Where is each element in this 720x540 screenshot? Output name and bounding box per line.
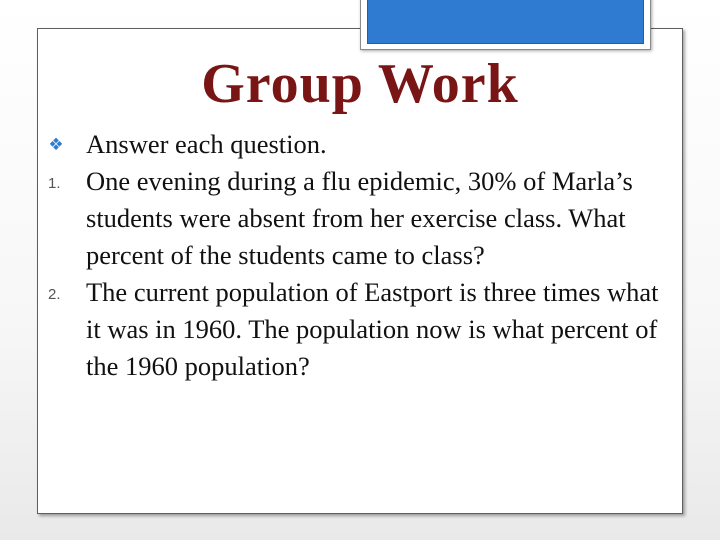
question-text-1: One evening during a flu epidemic, 30% of Marla’s students were absent from her exercise class. What percent of the students came to class? <box>86 166 633 270</box>
diamond-bullet-icon: ❖ <box>48 135 64 155</box>
question-text-2: The current population of Eastport is three times what it was in 1960. The population now is what percent of the 1960 population? <box>86 277 659 381</box>
slide-title: Group Work <box>201 53 519 115</box>
intro-bullet <box>46 126 672 163</box>
question-item-1 <box>46 163 672 274</box>
intro-text: Answer each question. <box>86 129 327 159</box>
accent-bar <box>367 0 644 44</box>
question-number-2: 2. <box>48 286 61 303</box>
question-number-1: 1. <box>48 175 61 192</box>
slide-body <box>46 126 672 385</box>
header-accent-tab <box>360 0 651 50</box>
question-item-2 <box>46 274 672 385</box>
